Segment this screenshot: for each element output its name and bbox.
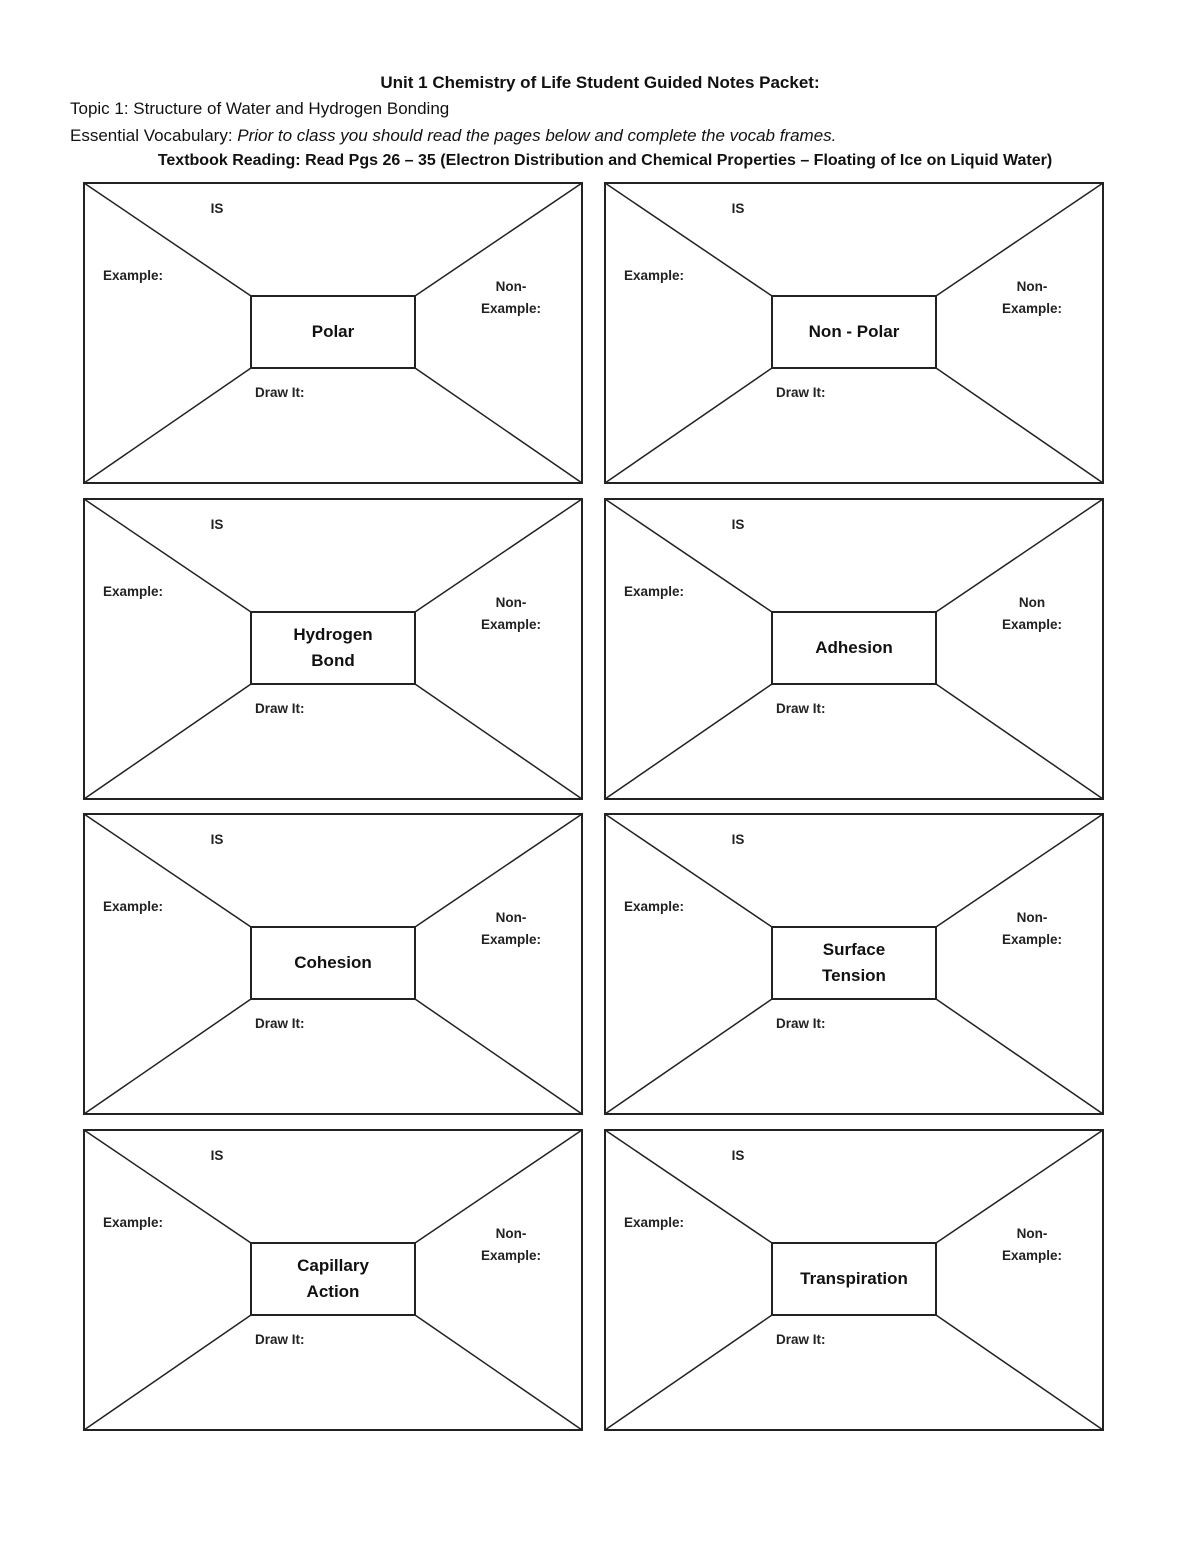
vocab-term: Cohesion bbox=[294, 952, 372, 972]
nonexample-label: Non- Example: bbox=[480, 595, 542, 632]
vocab-frame-7 bbox=[83, 1129, 583, 1431]
is-label: IS bbox=[731, 201, 745, 216]
nonexample-label: Non- Example: bbox=[480, 279, 542, 316]
vocab-frame-2 bbox=[604, 182, 1104, 484]
vocab-lead: Essential Vocabulary: bbox=[70, 126, 238, 145]
vocab-frame-3 bbox=[83, 498, 583, 800]
example-label: Example: bbox=[624, 899, 685, 914]
draw-it-label: Draw It: bbox=[776, 701, 826, 716]
is-label: IS bbox=[731, 1148, 745, 1163]
vocab-term: Polar bbox=[311, 321, 355, 341]
example-label: Example: bbox=[624, 1215, 685, 1230]
vocab-frame-4 bbox=[604, 498, 1104, 800]
nonexample-label: Non- Example: bbox=[480, 1226, 542, 1263]
example-label: Example: bbox=[103, 584, 164, 599]
is-label: IS bbox=[210, 201, 224, 216]
is-label: IS bbox=[210, 832, 224, 847]
vocab-term: Transpiration bbox=[800, 1268, 908, 1288]
example-label: Example: bbox=[624, 268, 685, 283]
is-label: IS bbox=[731, 517, 745, 532]
example-label: Example: bbox=[103, 268, 164, 283]
draw-it-label: Draw It: bbox=[255, 1016, 305, 1031]
nonexample-label: Non- Example: bbox=[1001, 279, 1063, 316]
vocab-line bbox=[70, 126, 836, 146]
vocab-frame-5 bbox=[83, 813, 583, 1115]
vocab-frame-1 bbox=[83, 182, 583, 484]
nonexample-label: Non- Example: bbox=[1001, 910, 1063, 947]
vocab-term: Surface Tension bbox=[822, 939, 886, 985]
is-label: IS bbox=[210, 1148, 224, 1163]
vocab-frame-6 bbox=[604, 813, 1104, 1115]
draw-it-label: Draw It: bbox=[255, 1332, 305, 1347]
draw-it-label: Draw It: bbox=[776, 1332, 826, 1347]
is-label: IS bbox=[731, 832, 745, 847]
page-title: Unit 1 Chemistry of Life Student Guided Notes Packet: bbox=[380, 73, 820, 92]
example-label: Example: bbox=[103, 899, 164, 914]
vocab-frame-8 bbox=[604, 1129, 1104, 1431]
vocab-instruction: Prior to class you should read the pages below and complete the vocab frames. bbox=[237, 126, 837, 145]
example-label: Example: bbox=[624, 584, 685, 599]
nonexample-label: Non- Example: bbox=[1001, 1226, 1063, 1263]
is-label: IS bbox=[210, 517, 224, 532]
vocab-term: Hydrogen Bond bbox=[293, 624, 373, 670]
nonexample-label: Non- Example: bbox=[480, 910, 542, 947]
topic-line: Topic 1: Structure of Water and Hydrogen Bonding bbox=[70, 99, 450, 118]
vocab-term: Capillary Action bbox=[297, 1255, 369, 1301]
nonexample-label: Non Example: bbox=[1001, 595, 1063, 632]
textbook-reading: Textbook Reading: Read Pgs 26 – 35 (Electron Distribution and Chemical Properties – Floating of Ice on Liquid Water) bbox=[157, 152, 1053, 169]
draw-it-label: Draw It: bbox=[776, 1016, 826, 1031]
draw-it-label: Draw It: bbox=[255, 701, 305, 716]
vocab-term: Non - Polar bbox=[808, 321, 900, 341]
draw-it-label: Draw It: bbox=[255, 385, 305, 400]
example-label: Example: bbox=[103, 1215, 164, 1230]
vocab-term: Adhesion bbox=[815, 637, 893, 657]
draw-it-label: Draw It: bbox=[776, 385, 826, 400]
